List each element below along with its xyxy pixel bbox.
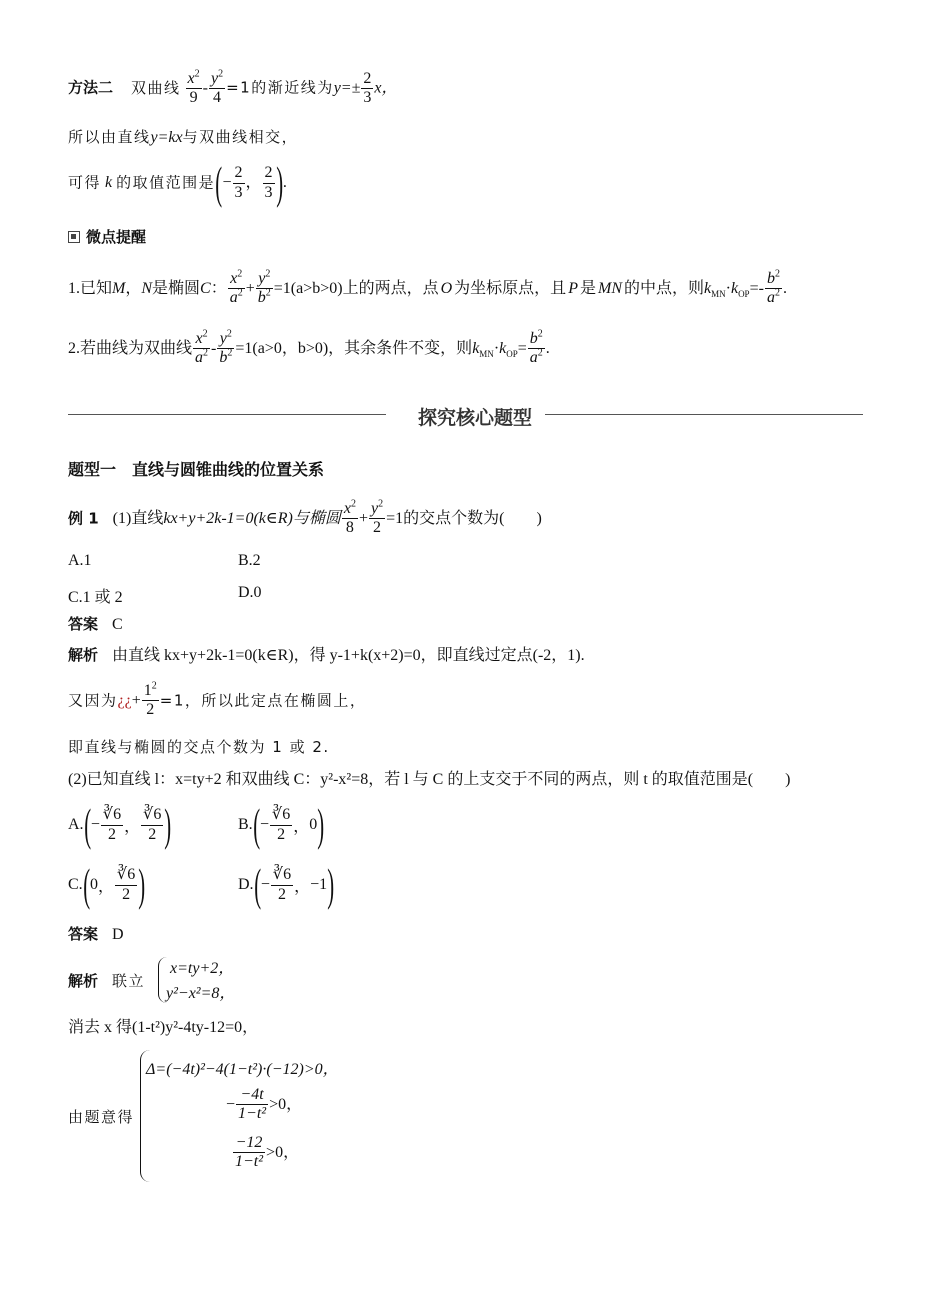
option-a: A.1 (68, 552, 92, 569)
tip-point-2: 2.若曲线为双曲线 $\frac{x^2}{a^2}$ - $\frac{y^2}{b^2}$ =1(a>0，b>0)，其余条件不变，则$k_{MN}\cdot k_{OP}=$ $\frac{b^2}{a^2}$ . (68, 328, 550, 367)
x-tail: x， (374, 79, 398, 97)
condition-2: − $\frac{-4t}{\text{1−t²}}$ >0， (226, 1086, 303, 1123)
conditions-label: 由题意得 (68, 1108, 135, 1126)
method2-line (68, 70, 398, 108)
q2-option-a: A.(− $\frac{∛6}{2}$ ， $\frac{∛6}{2}$ ) (68, 799, 172, 850)
system-eq1: x=ty+2， (170, 960, 235, 977)
solution-2b: 消去 x 得(1-t²)y²-4ty-12=0， (68, 1019, 259, 1036)
option-c: C.1 或 2 (68, 589, 123, 606)
solution-1: 解析 由直线 kx+y+2k-1=0(k∈R)，得 y-1+k(x+2)=0，即直线过定点(-2，1). (68, 646, 585, 664)
type1-title: 题型一 直线与圆锥曲线的位置关系 (68, 460, 325, 479)
solution-2-label: 解析 联立 (68, 972, 146, 990)
option-d: D.0 (238, 584, 262, 601)
condition-1: Δ=(−4t)²−4(1−t²)·(−12)>0， (146, 1061, 339, 1078)
line-intersect: 所以由直线y=kx与双曲线相交， (68, 128, 299, 146)
q2-option-b: B.(− $\frac{∛6}{2}$ ，0) (238, 799, 325, 850)
fraction-x2-9: $\frac{x^2}{9}$ (187, 68, 200, 107)
tip-title: 微点提醒 (86, 228, 147, 246)
fraction-y2-4: $\frac{y^2}{4}$ (210, 68, 224, 107)
method2-label: 方法二 (68, 78, 114, 97)
y-eq: y=± (333, 79, 361, 97)
tip-heading (68, 230, 146, 246)
minus: - (202, 79, 208, 97)
q2-option-c: C.(0， $\frac{∛6}{2}$ ) (68, 859, 146, 910)
section-title: 探究核心题型 (417, 407, 532, 429)
method2-text: 双曲线 (131, 78, 181, 97)
example1-q2: (2)已知直线 l：x=ty+2 和双曲线 C：y²-x²=8，若 l 与 C 的上支交于不同的两点，则 t 的取值范围是( ) (68, 771, 791, 788)
fraction-2-3: $\frac{2}{3}$ (363, 70, 372, 107)
k-var: k (105, 174, 113, 191)
tip-point-1: 1.已知M，N是椭圆C： $\frac{x^2}{a^2}$ + $\frac{y^2}{b^2}$ =1(a>b>0)上的两点，点 O 为坐标原点，且 P 是 MN 的中点，则$k_{MN}\cdot k_{OP}=-$ $\frac{b^2}{a^2}$ . (68, 268, 787, 307)
k-range-line: 可得 k 的取值范围是(− $\frac{2}{3}$ ， $\frac{2}{3}$ ). (68, 157, 287, 208)
answer-2: 答案 D (68, 925, 124, 943)
solution-1b: 又因为¿¿+ $\frac{1^2}{2}$ =1，所以此定点在椭圆上， (68, 680, 367, 719)
line-expr: y=kx (150, 129, 183, 146)
example1-q1: 例 1 (1)直线kx+y+2k-1=0(k∈R)与椭圆 $\frac{x^2}{8}$ + $\frac{y^2}{2}$ =1的交点个数为( ) (68, 498, 542, 537)
note-icon (68, 231, 80, 243)
system-eq2: y²−x²=8， (166, 985, 236, 1002)
example-label: 例 1 (68, 509, 99, 528)
asymptote-text: =1的渐近线为 (226, 78, 334, 97)
option-b: B.2 (238, 552, 261, 569)
q2-option-d: D.(− $\frac{∛6}{2}$ ，−1) (238, 859, 335, 910)
solution-1c: 即直线与椭圆的交点个数为 1 或 2. (68, 738, 330, 756)
answer-1: 答案 C (68, 615, 123, 633)
condition-3: $\frac{-12}{\text{1−t²}}$ >0， (235, 1134, 300, 1171)
